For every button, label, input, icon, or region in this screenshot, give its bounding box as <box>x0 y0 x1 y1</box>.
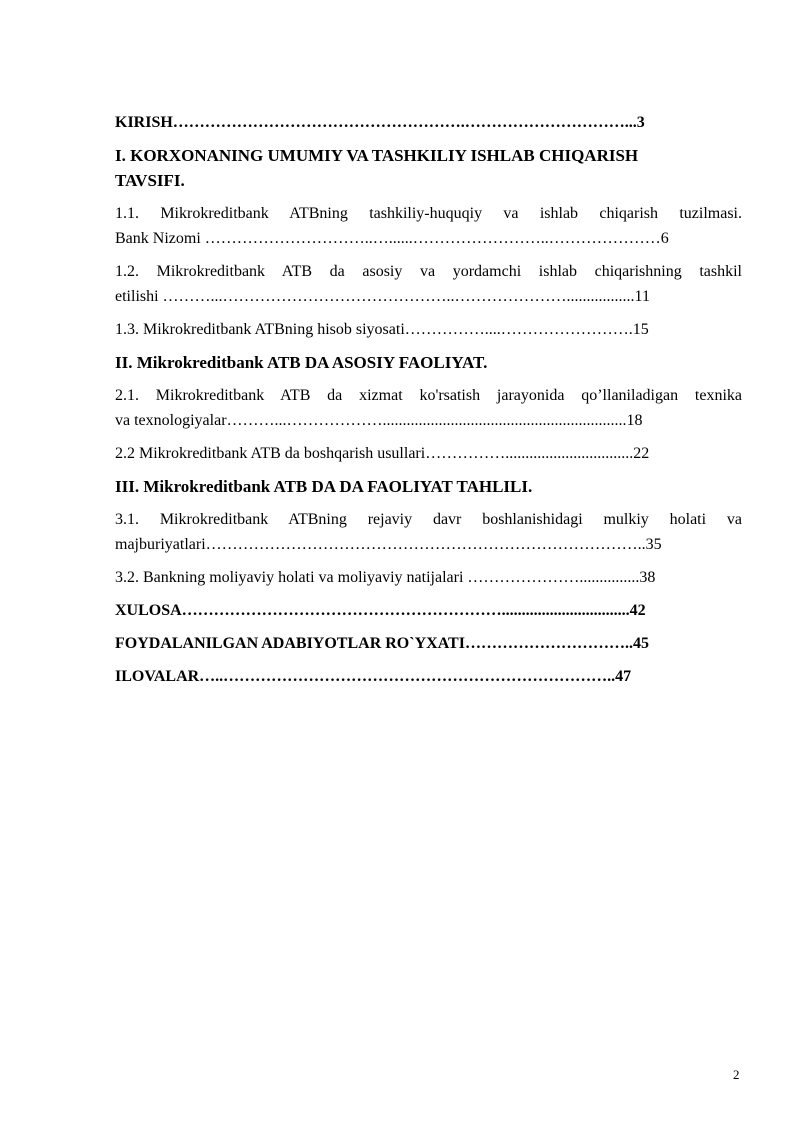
toc-1-2-cont: etilishi ………...……………………………………..………………….................11 <box>115 288 650 305</box>
table-of-contents <box>115 110 742 697</box>
toc-2-1: 2.1. Mikrokreditbank ATB da xizmat ko'rsatish jarayonida qo’llaniladigan texnika <box>115 387 742 404</box>
toc-chapter-2-title: II. Mikrokreditbank ATB DA ASOSIY FAOLIYAT. <box>115 353 488 372</box>
toc-3-1: 3.1. Mikrokreditbank ATBning rejaviy davr boshlanishidagi mulkiy holati va <box>115 511 742 528</box>
toc-2-1-cont: va texnologiyalar………...……………….............................................................18 <box>115 412 643 429</box>
toc-3-1-cont: majburiyatlari………………………………………………………………………..35 <box>115 536 662 553</box>
toc-chapter-1-title: I. KORXONANING UMUMIY VA TASHKILIY ISHLAB CHIQARISH <box>115 146 639 165</box>
toc-chapter-3-title: III. Mikrokreditbank ATB DA DA FAOLIYAT TAHLILI. <box>115 477 533 496</box>
toc-3-2: 3.2. Bankning moliyaviy holati va moliyaviy natijalari …………………...............38 <box>115 569 656 586</box>
toc-ilovalar: ILOVALAR…..………………………………………………………………..47 <box>115 668 632 685</box>
toc-1-3: 1.3. Mikrokreditbank ATBning hisob siyosati……………....…………………….15 <box>115 321 649 338</box>
toc-xulosa: XULOSA……………………………………………………................................42 <box>115 602 646 619</box>
toc-1-1-cont: Bank Nizomi …………………………..…......……………………..…………………6 <box>115 230 669 247</box>
toc-kirish: KIRISH……………………………………………….…………………………...3 <box>115 114 645 131</box>
toc-adabiyotlar: FOYDALANILGAN ADABIYOTLAR RO`YXATI…………………………..45 <box>115 635 649 652</box>
toc-1-1: 1.1. Mikrokreditbank ATBning tashkiliy-huquqiy va ishlab chiqarish tuzilmasi. <box>115 205 742 222</box>
toc-2-2: 2.2 Mikrokreditbank ATB da boshqarish usullari……………................................22 <box>115 445 650 462</box>
page-number: 2 <box>733 1067 740 1082</box>
toc-1-2: 1.2. Mikrokreditbank ATB da asosiy va yordamchi ishlab chiqarishning tashkil <box>115 263 742 280</box>
toc-chapter-1-title-cont: TAVSIFI. <box>115 171 185 190</box>
